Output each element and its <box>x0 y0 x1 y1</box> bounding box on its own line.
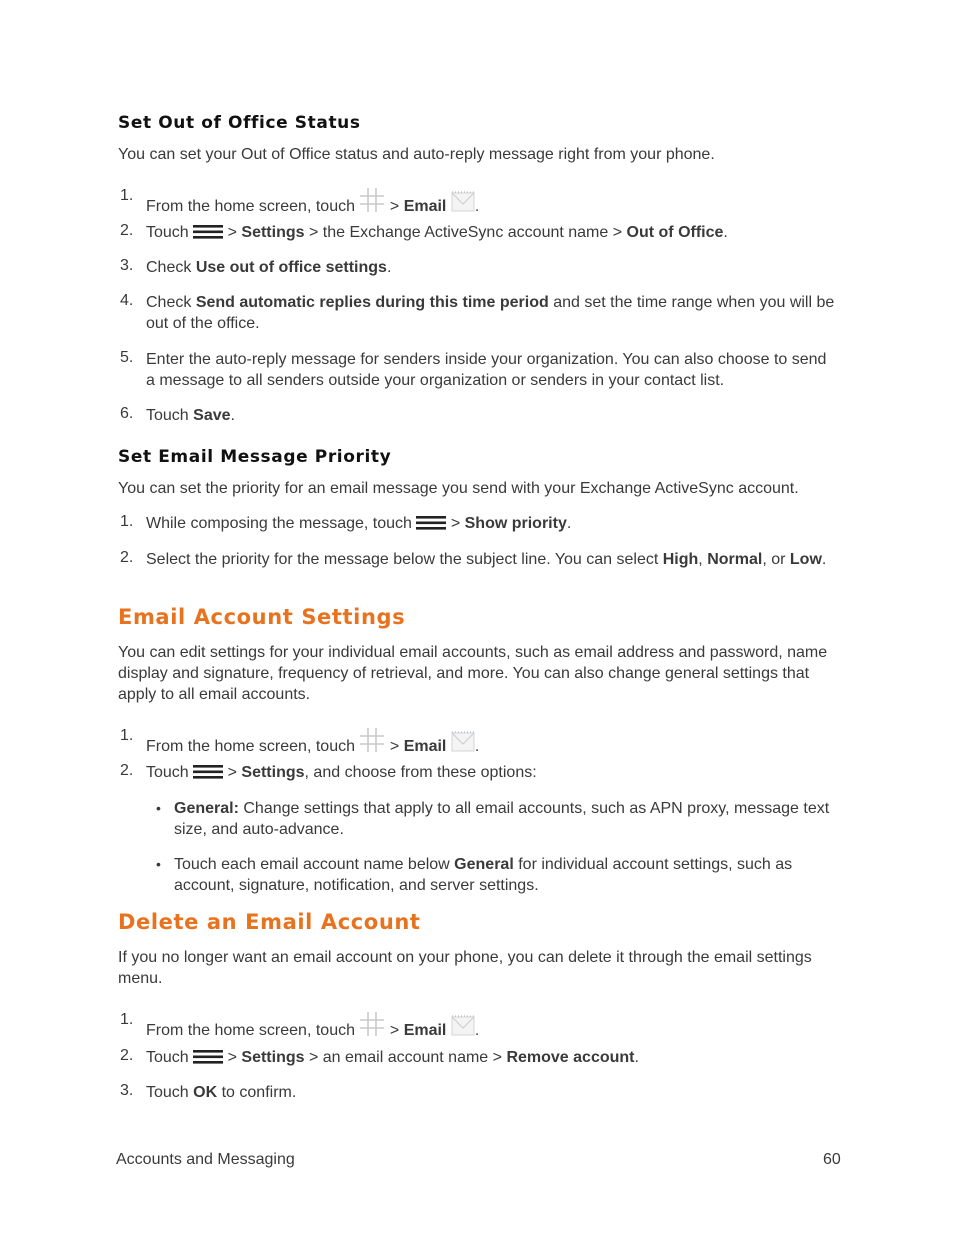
menu-icon <box>193 1049 223 1070</box>
step-number: 3. <box>120 257 134 274</box>
step-number: 4. <box>120 292 134 309</box>
step-number: 2. <box>120 222 134 239</box>
email-envelope-icon <box>451 191 475 219</box>
apps-grid-icon <box>359 187 385 219</box>
step-text: From the home screen, touch > Email . <box>146 1011 836 1043</box>
step-number: 1. <box>120 727 134 744</box>
section-intro: You can edit settings for your individual email accounts, such as email address and password, name display and signature, frequency of retrieval, and more. You can also change general settings that apply to all email accounts. <box>118 644 828 703</box>
step-number: 2. <box>120 549 134 566</box>
step-number: 5. <box>120 349 134 366</box>
section-intro: If you no longer want an email account on your phone, you can delete it through the email settings menu. <box>118 949 812 987</box>
step-number: 2. <box>120 762 134 779</box>
section-intro: You can set your Out of Office status and auto-reply message right from your phone. <box>118 146 715 163</box>
email-envelope-icon <box>451 731 475 759</box>
bullet-text: General: Change settings that apply to all email accounts, such as APN proxy, message text size, and auto-advance. <box>174 800 830 838</box>
section-title-delete-account: Delete an Email Account <box>118 910 421 934</box>
apps-grid-icon <box>359 1011 385 1043</box>
step-number: 3. <box>120 1082 134 1099</box>
section-title-out-of-office: Set Out of Office Status <box>118 113 361 133</box>
step-number: 1. <box>120 513 134 530</box>
page-number: 60 <box>823 1151 841 1168</box>
apps-grid-icon <box>359 727 385 759</box>
step-text: Check Use out of office settings. <box>146 259 392 276</box>
bullet-dot: • <box>156 856 161 872</box>
menu-icon <box>416 515 446 536</box>
step-text: Touch > Settings > the Exchange ActiveSync account name > Out of Office. <box>146 222 836 245</box>
step-text: Touch > Settings, and choose from these options: <box>146 762 836 785</box>
step-number: 1. <box>120 1011 134 1028</box>
step-text: Check Send automatic replies during this time period and set the time range when you will be out of the office. <box>146 294 835 332</box>
section-title-priority: Set Email Message Priority <box>118 447 392 467</box>
step-text: Touch Save. <box>146 407 235 424</box>
email-envelope-icon <box>451 1015 475 1043</box>
step-text: While composing the message, touch > Show priority. <box>146 513 836 536</box>
step-number: 2. <box>120 1047 134 1064</box>
step-number: 1. <box>120 187 134 204</box>
step-text: Enter the auto-reply message for senders inside your organization. You can also choose to send a message to all senders outside your organization or senders in your contact list. <box>146 351 827 389</box>
bullet-dot: • <box>156 800 161 816</box>
step-text: Touch OK to confirm. <box>146 1084 297 1101</box>
step-text: From the home screen, touch > Email . <box>146 727 836 759</box>
section-title-account-settings: Email Account Settings <box>118 605 406 629</box>
footer-section-name: Accounts and Messaging <box>116 1151 295 1168</box>
section-intro: You can set the priority for an email message you send with your Exchange ActiveSync account. <box>118 480 799 497</box>
menu-icon <box>193 224 223 245</box>
step-text: From the home screen, touch > Email . <box>146 187 836 219</box>
step-text: Select the priority for the message below the subject line. You can select High, Normal, or Low. <box>146 551 827 568</box>
bullet-text: Touch each email account name below General for individual account settings, such as account, signature, notification, and server settings. <box>174 856 793 894</box>
step-text: Touch > Settings > an email account name > Remove account. <box>146 1047 836 1070</box>
menu-icon <box>193 764 223 785</box>
step-number: 6. <box>120 405 134 422</box>
